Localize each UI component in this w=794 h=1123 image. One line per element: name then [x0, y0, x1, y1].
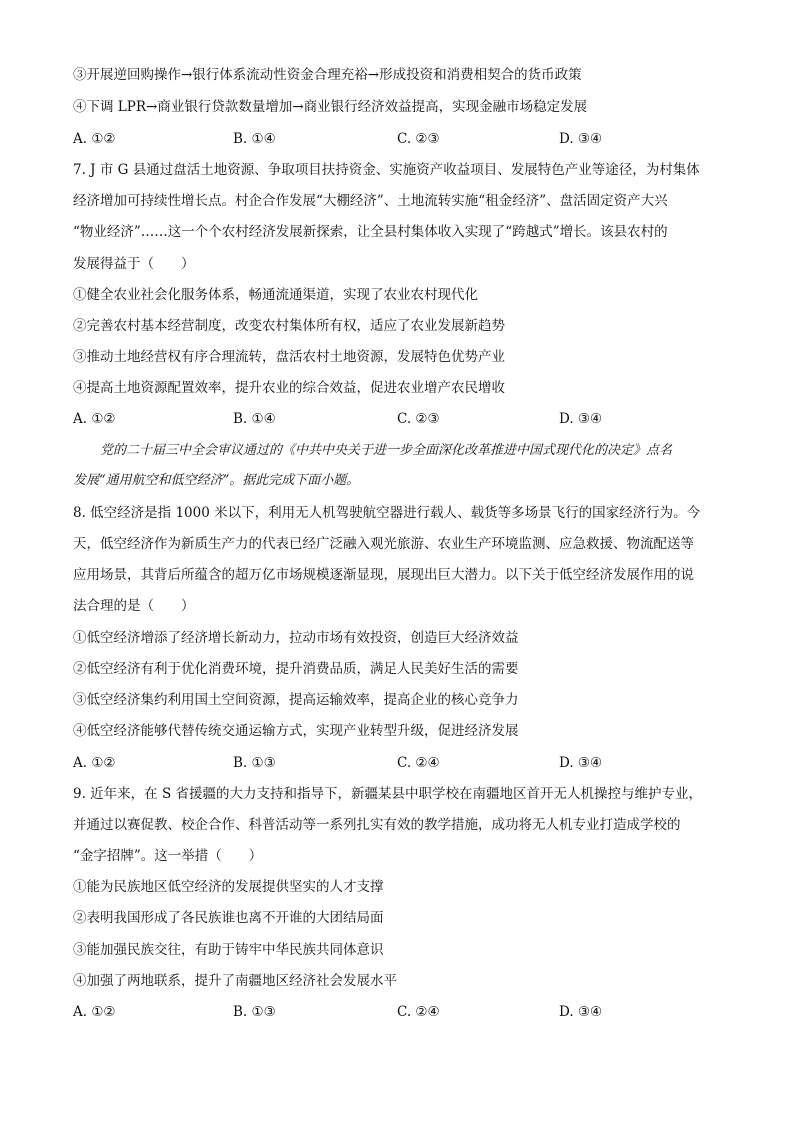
q8-statement-1: ①低空经济增添了经济增长新动力，拉动市场有效投资，创造巨大经济效益 — [73, 630, 519, 646]
q7-statement-2: ②完善农村基本经营制度，改变农村集体所有权，适应了农业发展新趋势 — [73, 318, 505, 334]
q7-option-d[interactable]: D. ③④ — [559, 411, 603, 427]
q7-statement-1: ①健全农业社会化服务体系，畅通流通渠道，实现了农业农村现代化 — [73, 287, 478, 303]
q7-stem-line-2: 经济增加可持续性增长点。村企合作发展“大棚经济”、土地流转实施“租金经济”、盘活固定资产大兴 — [73, 193, 668, 209]
q6-statement-4: ④下调 LPR→商业银行贷款数量增加→商业银行经济效益提高，实现金融市场稳定发展 — [73, 99, 588, 115]
q7-option-a[interactable]: A. ①② — [73, 411, 116, 427]
q8-statement-3: ③低空经济集约利用国土空间资源，提高运输效率，提高企业的核心竞争力 — [73, 692, 519, 708]
q8-statement-4: ④低空经济能够代替传统交通运输方式，实现产业转型升级，促进经济发展 — [73, 723, 519, 739]
q8-stem-line-3: 应用场景，其背后所蕴含的超万亿市场规模逐渐显现，展现出巨大潜力。以下关于低空经济发展作用的说 — [73, 567, 694, 583]
material-intro-line-1: 党的二十届三中全会审议通过的《中共中央关于进一步全面深化改革推进中国式现代化的决定》点名 — [100, 443, 673, 458]
q7-option-c[interactable]: C. ②③ — [397, 411, 440, 427]
q7-statement-4: ④提高土地资源配置效率，提升农业的综合效益，促进农业增产农民增收 — [73, 380, 505, 396]
q8-option-c[interactable]: C. ②④ — [397, 755, 440, 771]
q6-option-c[interactable]: C. ②③ — [397, 131, 440, 147]
q8-statement-2: ②低空经济有利于优化消费环境，提升消费品质，满足人民美好生活的需要 — [73, 661, 519, 677]
q6-option-a[interactable]: A. ①② — [73, 131, 116, 147]
q9-stem-line-2: 并通过以赛促教、校企合作、科普活动等一系列扎实有效的教学措施，成功将无人机专业打造成学校的 — [73, 817, 681, 833]
q9-stem-line-3: “金字招牌”。这一举措（ ） — [73, 848, 263, 864]
q9-options — [73, 1002, 723, 1022]
q9-statement-3: ③能加强民族交往，有助于铸牢中华民族共同体意识 — [73, 942, 384, 958]
q7-stem-line-4: 发展得益于（ ） — [73, 256, 195, 272]
q7-stem-line-1: 7. J 市 G 县通过盘活土地资源、争取项目扶持资金、实施资产收益项目、发展特色产业等途径，为村集体 — [73, 162, 700, 178]
q6-statement-3: ③开展逆回购操作→银行体系流动性资金合理充裕→形成投资和消费相契合的货币政策 — [73, 67, 582, 83]
q9-statement-1: ①能为民族地区低空经济的发展提供坚实的人才支撑 — [73, 879, 384, 895]
q9-option-d[interactable]: D. ③④ — [559, 1004, 603, 1020]
q6-option-b[interactable]: B. ①④ — [233, 131, 276, 147]
q9-option-b[interactable]: B. ①③ — [233, 1004, 276, 1020]
q7-option-b[interactable]: B. ①④ — [233, 411, 276, 427]
q7-stem-line-3: “物业经济”……这一个个农村经济发展新探索，让全县村集体收入实现了“跨越式”增长。该县农村的 — [73, 224, 668, 240]
q9-statement-4: ④加强了两地联系，提升了南疆地区经济社会发展水平 — [73, 973, 397, 989]
q8-option-d[interactable]: D. ③④ — [559, 755, 603, 771]
q9-stem-line-1: 9. 近年来，在 S 省援疆的大力支持和指导下，新疆某县中职学校在南疆地区首开无人机操控与维护专业， — [73, 786, 703, 802]
q7-statement-3: ③推动土地经营权有序合理流转，盘活农村土地资源，发展特色优势产业 — [73, 349, 505, 365]
q6-option-d[interactable]: D. ③④ — [559, 131, 603, 147]
q7-options — [73, 409, 723, 429]
q9-option-a[interactable]: A. ①② — [73, 1004, 116, 1020]
q8-option-b[interactable]: B. ①③ — [233, 755, 276, 771]
q8-option-a[interactable]: A. ①② — [73, 755, 116, 771]
q8-stem-line-1: 8. 低空经济是指 1000 米以下，利用无人机驾驶航空器进行载人、载货等多场景飞行的国家经济行为。今 — [73, 505, 701, 521]
q6-options — [73, 129, 723, 149]
q9-statement-2: ②表明我国形成了各民族谁也离不开谁的大团结局面 — [73, 910, 384, 926]
q8-stem-line-4: 法合理的是（ ） — [73, 598, 195, 614]
q8-options — [73, 753, 723, 773]
material-intro-line-2: 发展“通用航空和低空经济”。据此完成下面小题。 — [73, 473, 360, 488]
q9-option-c[interactable]: C. ②④ — [397, 1004, 440, 1020]
q8-stem-line-2: 天，低空经济作为新质生产力的代表已经广泛融入观光旅游、农业生产环境监测、应急救援、物流配送等 — [73, 536, 694, 552]
